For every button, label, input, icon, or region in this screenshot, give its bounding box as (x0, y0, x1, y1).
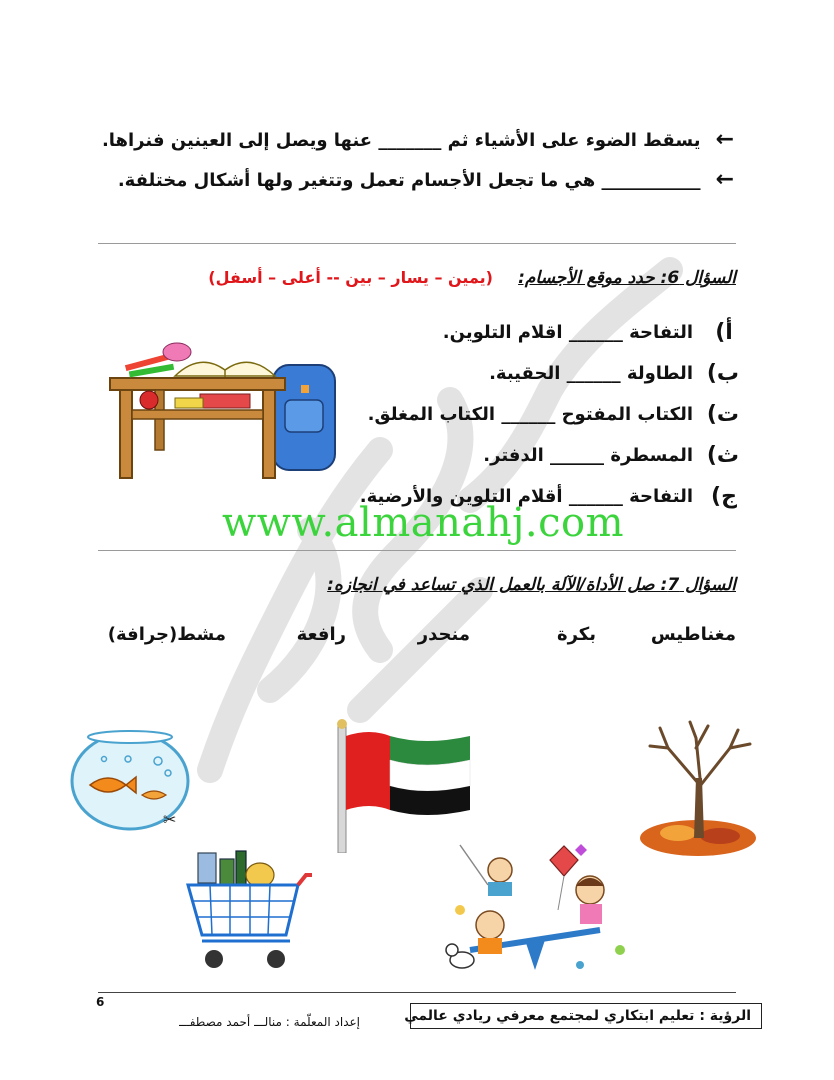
vision-box: الرؤية : تعليم ابتكاري لمجتمع معرفي ريادي عالمي (410, 1003, 762, 1029)
shopping-cart-illustration (180, 845, 315, 975)
item-text: الكتاب المفتوح ______ الكتاب المغلق. (367, 404, 693, 425)
tree-illustration (638, 718, 758, 858)
list-item (319, 435, 739, 476)
question6-title: السؤال 6: حدد موقع الأجسام: (518, 268, 736, 288)
list-item (319, 394, 739, 435)
question7-header (96, 575, 736, 595)
fishbowl-illustration (68, 725, 193, 835)
item-letter: ث) (706, 443, 739, 468)
desk-illustration (105, 330, 350, 480)
tool-ramp: منحدر (417, 624, 470, 645)
item-text: التفاحة ______ اقلام التلوين. (442, 322, 693, 343)
item-text: المسطرة ______ الدفتر. (483, 445, 693, 466)
prepared-by: إعداد المعلّمة : منالـــ أحمد مصطفـــ (179, 1015, 360, 1029)
question6-items (319, 312, 739, 517)
arrow-left-icon: ← (715, 167, 734, 192)
watermark-url: www.almanahj.com (222, 500, 625, 546)
list-item (319, 312, 739, 353)
question6-header (96, 268, 736, 288)
intro-line-1-text: يسقط الضوء على الأشياء ثم _______ عنها ويصل إلى العينين فنراها. (101, 130, 701, 151)
item-letter: ج) (711, 484, 737, 509)
intro-line-2-text: ___________ هي ما تجعل الأجسام تعمل وتتغير ولها أشكال مختلفة. (117, 170, 701, 191)
item-text: التفاحة ______ أقلام التلوين والأرضية. (359, 486, 693, 507)
question7-tools (98, 624, 736, 650)
tool-pulley: بكرة (556, 624, 596, 645)
svg-text:✂: ✂ (163, 810, 177, 829)
uae-flag-illustration (330, 718, 480, 853)
intro-line-2 (94, 167, 734, 192)
playground-illustration (440, 840, 640, 980)
item-letter: ب) (706, 361, 739, 386)
list-item (319, 353, 739, 394)
tool-rake: مشط(جرافة) (107, 624, 226, 645)
question7-title: السؤال 7: صل الأداة/الآلة بالعمل الذي تساعد في انجازه: (327, 575, 736, 595)
tool-magnet: مغناطيس (650, 624, 736, 645)
item-letter: أ) (715, 320, 733, 345)
arrow-left-icon: ← (715, 127, 734, 152)
tool-lever: رافعة (296, 624, 346, 645)
question6-hint: (يمين – يسار – بين -- أعلى – أسفل) (208, 268, 493, 287)
item-text: الطاولة ______ الحقيبة. (489, 363, 693, 384)
divider-middle (98, 550, 736, 551)
page-number: 6 (96, 995, 105, 1009)
intro-line-1 (94, 127, 734, 152)
item-letter: ت) (706, 402, 739, 427)
footer-divider (98, 992, 736, 993)
divider-top (98, 243, 736, 244)
